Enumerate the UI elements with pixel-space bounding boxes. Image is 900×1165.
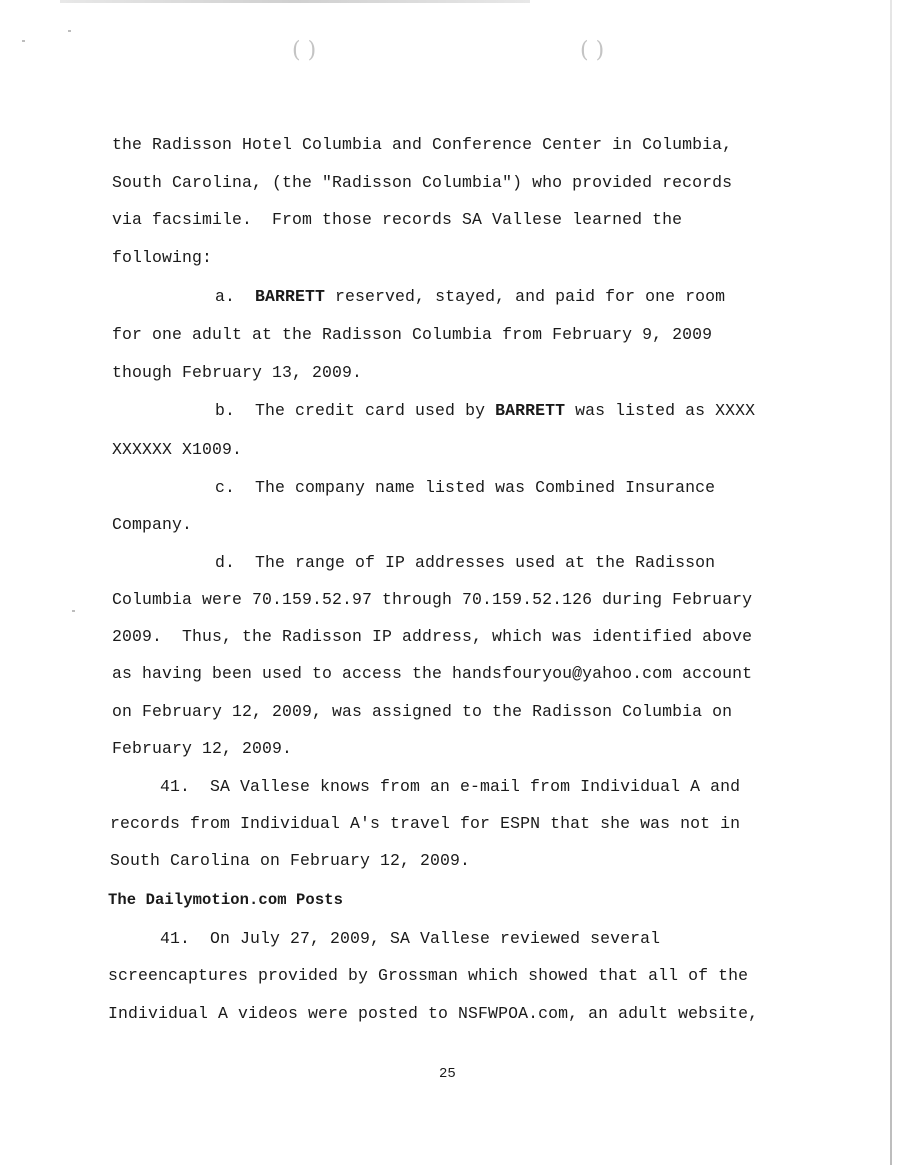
scan-speck [72, 610, 75, 612]
body-text: The credit card used by [255, 401, 496, 420]
body-line: February 12, 2009. [112, 739, 293, 758]
list-item-c [215, 478, 715, 498]
body-line: the Radisson Hotel Columbia and Conference Center in Columbia, [112, 135, 733, 154]
list-item-b [215, 401, 755, 421]
body-line: XXXXXX X1009. [112, 440, 243, 459]
scan-artifact-top [60, 0, 530, 3]
body-line: records from Individual A's travel for ESPN that she was not in [110, 814, 741, 833]
body-line: Individual A videos were posted to NSFWPOA.com, an adult website, [108, 1004, 759, 1023]
body-line: screencaptures provided by Grossman which showed that all of the [108, 966, 749, 985]
body-line: though February 13, 2009. [112, 363, 363, 382]
section-heading: The Dailymotion.com Posts [108, 891, 344, 909]
page-number: 25 [439, 1066, 456, 1082]
paragraph-41-start: 41. On July 27, 2009, SA Vallese reviewed several [160, 929, 661, 948]
punch-hole-mark: ( ) [292, 38, 317, 63]
scan-speck [68, 30, 71, 32]
list-item-d [215, 553, 715, 573]
defendant-name: BARRETT [255, 287, 326, 306]
body-line: on February 12, 2009, was assigned to the Radisson Columbia on [112, 702, 733, 721]
defendant-name: BARRETT [495, 401, 566, 420]
body-line: South Carolina on February 12, 2009. [110, 851, 471, 870]
body-line: 2009. Thus, the Radisson IP address, which was identified above [112, 627, 753, 646]
body-line: Columbia were 70.159.52.97 through 70.159.52.126 during February [112, 590, 753, 609]
body-text: The range of IP addresses used at the Radisson [255, 553, 716, 572]
body-line: following: [112, 248, 213, 267]
scan-artifact-edge [890, 0, 892, 1165]
list-marker: b. [215, 401, 236, 420]
list-marker: c. [215, 478, 236, 497]
paragraph-41-start: 41. SA Vallese knows from an e-mail from Individual A and [160, 777, 741, 796]
list-item-a [215, 287, 725, 307]
body-text: The company name listed was Combined Insurance [255, 478, 716, 497]
body-line: for one adult at the Radisson Columbia from February 9, 2009 [112, 325, 713, 344]
body-text: reserved, stayed, and paid for one room [325, 287, 726, 306]
body-line: as having been used to access the handsfouryou@yahoo.com account [112, 664, 753, 683]
list-marker: d. [215, 553, 236, 572]
punch-hole-mark: ( ) [580, 38, 605, 63]
body-line: via facsimile. From those records SA Vallese learned the [112, 210, 683, 229]
body-text: was listed as XXXX [565, 401, 756, 420]
body-line: Company. [112, 515, 193, 534]
list-marker: a. [215, 287, 236, 306]
body-line: South Carolina, (the "Radisson Columbia") who provided records [112, 173, 733, 192]
scan-speck [22, 40, 25, 42]
